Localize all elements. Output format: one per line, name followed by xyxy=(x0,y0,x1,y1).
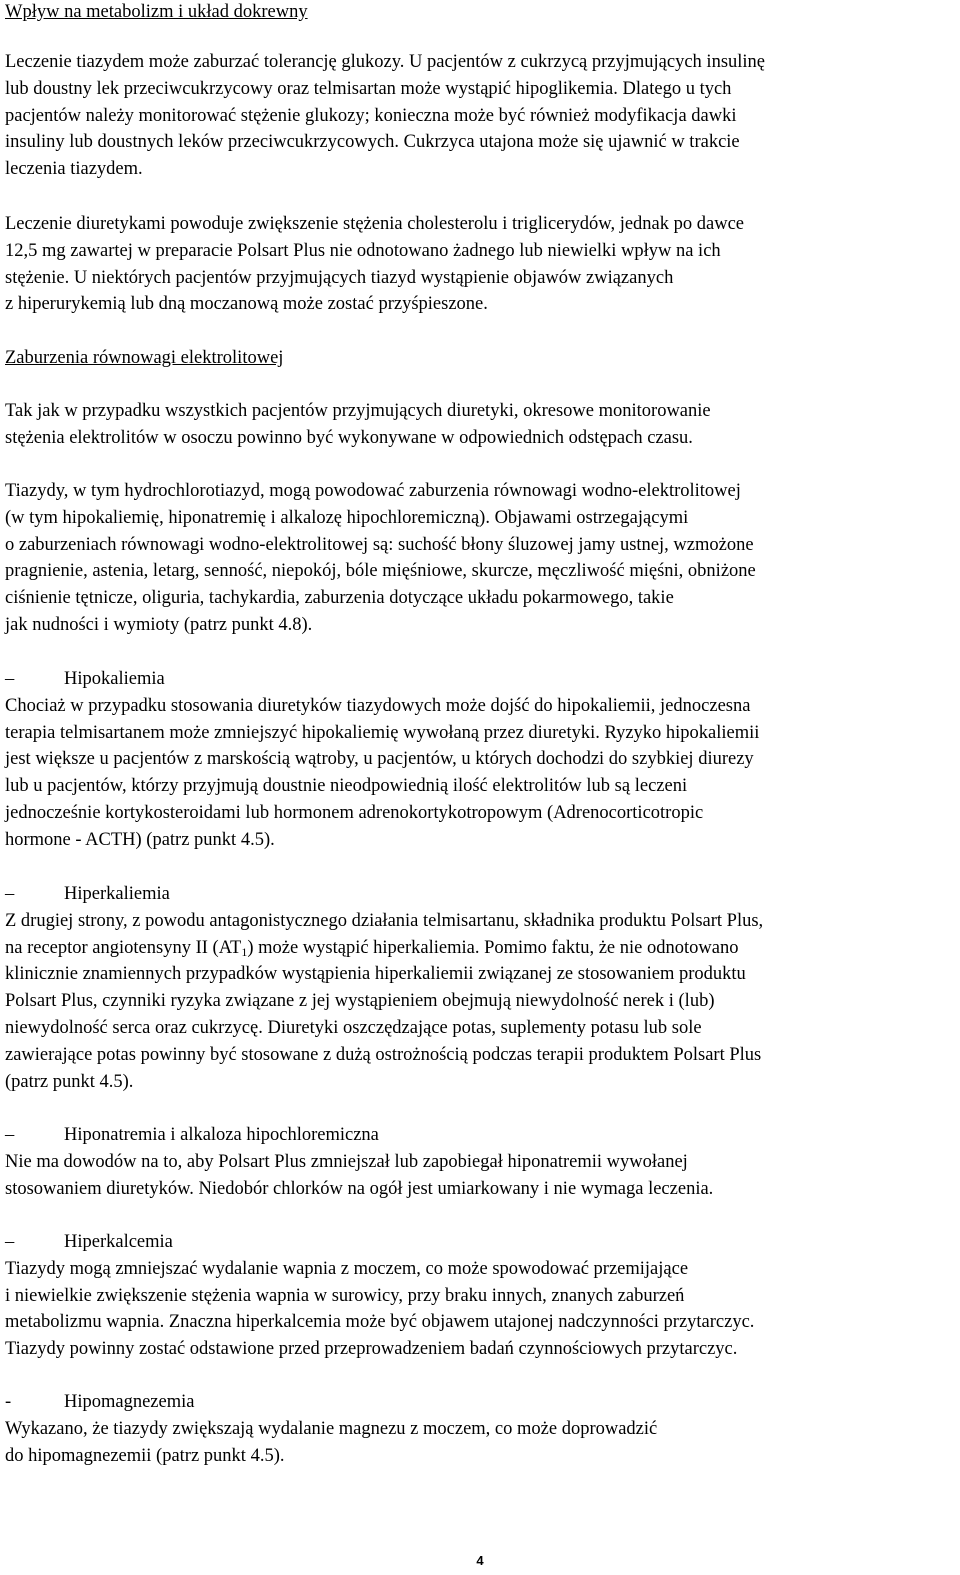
text-line: metabolizmu wapnia. Znaczna hiperkalcemia może być objawem utajonej nadczynności przytarczyc. xyxy=(5,1312,755,1333)
text-line: z hiperurykemią lub dną moczanową może zostać przyśpieszone. xyxy=(5,294,488,315)
subsection-title-text: Hiperkaliemia xyxy=(64,884,170,904)
text-line: klinicznie znamiennych przypadków wystąpienia hiperkaliemii związanej ze stosowaniem produktu xyxy=(5,964,746,985)
subsection-hypercalcemia xyxy=(5,1229,955,1363)
text-line: terapia telmisartanem może zmniejszyć hipokaliemię wywołaną przez diuretyki. Ryzyko hipokaliemii xyxy=(5,722,760,743)
paragraph-water-electrolyte xyxy=(5,478,955,639)
subscript: 1 xyxy=(241,944,248,959)
dash-marker: – xyxy=(5,1125,15,1145)
text-line: jak nudności i wymioty (patrz punkt 4.8). xyxy=(5,614,313,635)
dash-marker: – xyxy=(5,884,15,904)
text-line: Leczenie tiazydem może zaburzać tolerancję glukozy. U pacjentów z cukrzycą przyjmujących insulinę xyxy=(5,52,766,72)
text-line: niewydolność serca oraz cukrzycę. Diuretyki oszczędzające potas, suplementy potasu lub sole xyxy=(5,1017,702,1038)
subsection-title xyxy=(5,1389,955,1416)
text-line: hormone - ACTH) (patrz punkt 4.5). xyxy=(5,829,275,850)
text-line: ciśnienie tętnicze, oliguria, tachykardia, zaburzenia dotyczące układu pokarmowego, takie xyxy=(5,588,674,609)
subsection-title xyxy=(5,1122,955,1149)
text-line: zawierające potas powinny być stosowane z dużą ostrożnością podczas terapii produktem Polsart Plus xyxy=(5,1044,762,1065)
subsection-title xyxy=(5,1229,955,1256)
subsection-hyperkalemia xyxy=(5,881,955,1095)
paragraph-cholesterol xyxy=(5,211,955,318)
subsection-title-text: Hipokaliemia xyxy=(64,669,165,689)
text-line: i niewielkie zwiększenie stężenia wapnia w surowicy, przy braku innych, znanych zaburzeń xyxy=(5,1285,685,1306)
section-heading-metabolism: Wpływ na metabolizm i układ dokrewny xyxy=(5,2,308,22)
text-line: Tiazydy powinny zostać odstawione przed przeprowadzeniem badań czynnościowych przytarczyc. xyxy=(5,1339,738,1360)
text-line: lub doustny lek przeciwcukrzycowy oraz telmisartan może wystąpić hipoglikemia. Dlatego u tych xyxy=(5,78,732,99)
subsection-hypomagnesemia xyxy=(5,1389,955,1469)
text-line: (patrz punkt 4.5). xyxy=(5,1071,134,1092)
text-line: Tiazydy, w tym hydrochlorotiazyd, mogą powodować zaburzenia równowagi wodno-elektrolitowej xyxy=(5,481,741,501)
text-line: lub u pacjentów, którzy przyjmują doustnie nieodpowiednią ilość elektrolitów lub są leczeni xyxy=(5,776,688,797)
text-line: Leczenie diuretykami powoduje zwiększenie stężenia cholesterolu i triglicerydów, jednak po dawce xyxy=(5,214,745,234)
text-line: Polsart Plus, czynniki ryzyka związane z jej wystąpieniem obejmują niewydolność nerek i (lub) xyxy=(5,991,715,1012)
text-line: 12,5 mg zawartej w preparacie Polsart Plus nie odnotowano żadnego lub niewielki wpływ na ich xyxy=(5,240,721,261)
text-segment: na receptor angiotensyny II (AT xyxy=(5,937,242,958)
subsection-hypokalemia xyxy=(5,666,955,854)
text-segment: ) może wystąpić hiperkaliemia. Pomimo faktu, że nie odnotowano xyxy=(247,937,739,958)
subsection-title-text: Hiponatremia i alkaloza hipochloremiczna xyxy=(64,1125,379,1145)
dash-marker: – xyxy=(5,669,15,689)
text-line: jednocześnie kortykosteroidami lub hormonem adrenokortykotropowym (Adrenocorticotropic xyxy=(5,802,704,823)
text-line: jest większe u pacjentów z marskością wątroby, u pacjentów, u których dochodzi do szybkiej diurezy xyxy=(5,749,754,770)
text-line: Chociaż w przypadku stosowania diuretyków tiazydowych może dojść do hipokaliemii, jednoczesna xyxy=(5,695,751,716)
subsection-title-text: Hiperkalcemia xyxy=(64,1232,173,1252)
text-line: pragnienie, astenia, letarg, senność, niepokój, bóle mięśniowe, skurcze, męczliwość mięśni, obniżone xyxy=(5,561,756,582)
text-line: stężenie. U niektórych pacjentów przyjmujących tiazyd wystąpienie objawów związanych xyxy=(5,267,674,288)
text-line: Tak jak w przypadku wszystkich pacjentów przyjmujących diuretyki, okresowe monitorowanie xyxy=(5,401,711,421)
text-line: o zaburzeniach równowagi wodno-elektrolitowej są: suchość błony śluzowej jamy ustnej, wzmożone xyxy=(5,534,754,555)
text-line: leczenia tiazydem. xyxy=(5,159,143,180)
text-line: pacjentów należy monitorować stężenie glukozy; konieczna może być również modyfikacja dawki xyxy=(5,105,737,126)
text-line: do hipomagnezemii (patrz punkt 4.5). xyxy=(5,1445,285,1466)
paragraph-monitoring xyxy=(5,398,955,452)
text-line: (w tym hipokaliemię, hiponatremię i alkalozę hipochloremiczną). Objawami ostrzegającymi xyxy=(5,507,689,528)
text-line: Wykazano, że tiazydy zwiększają wydalanie magnezu z moczem, co może doprowadzić xyxy=(5,1418,658,1439)
text-line: stężenia elektrolitów w osoczu powinno być wykonywane w odpowiednich odstępach czasu. xyxy=(5,427,693,448)
text-line: insuliny lub doustnych leków przeciwcukrzycowych. Cukrzyca utajona może się ujawnić w trakcie xyxy=(5,132,740,153)
subsection-title xyxy=(5,666,955,693)
paragraph-glucose-tolerance xyxy=(5,49,955,183)
section-heading-electrolyte: Zaburzenia równowagi elektrolitowej xyxy=(5,348,284,368)
text-line: Nie ma dowodów na to, aby Polsart Plus zmniejszał lub zapobiegał hiponatremii wywołanej xyxy=(5,1151,688,1172)
subsection-hyponatremia xyxy=(5,1122,955,1202)
dash-marker: - xyxy=(5,1392,12,1412)
page-number: 4 xyxy=(476,1553,484,1568)
text-line: Z drugiej strony, z powodu antagonistycznego działania telmisartanu, składnika produktu Polsart Plus, xyxy=(5,910,764,931)
subsection-title xyxy=(5,881,955,908)
subsection-title-text: Hipomagnezemia xyxy=(64,1392,195,1412)
text-line: stosowaniem diuretyków. Niedobór chlorków na ogół jest umiarkowany i nie wymaga leczenia. xyxy=(5,1178,714,1199)
dash-marker: – xyxy=(5,1232,15,1252)
text-line xyxy=(5,935,955,962)
text-line: Tiazydy mogą zmniejszać wydalanie wapnia z moczem, co może spowodować przemijające xyxy=(5,1258,689,1279)
